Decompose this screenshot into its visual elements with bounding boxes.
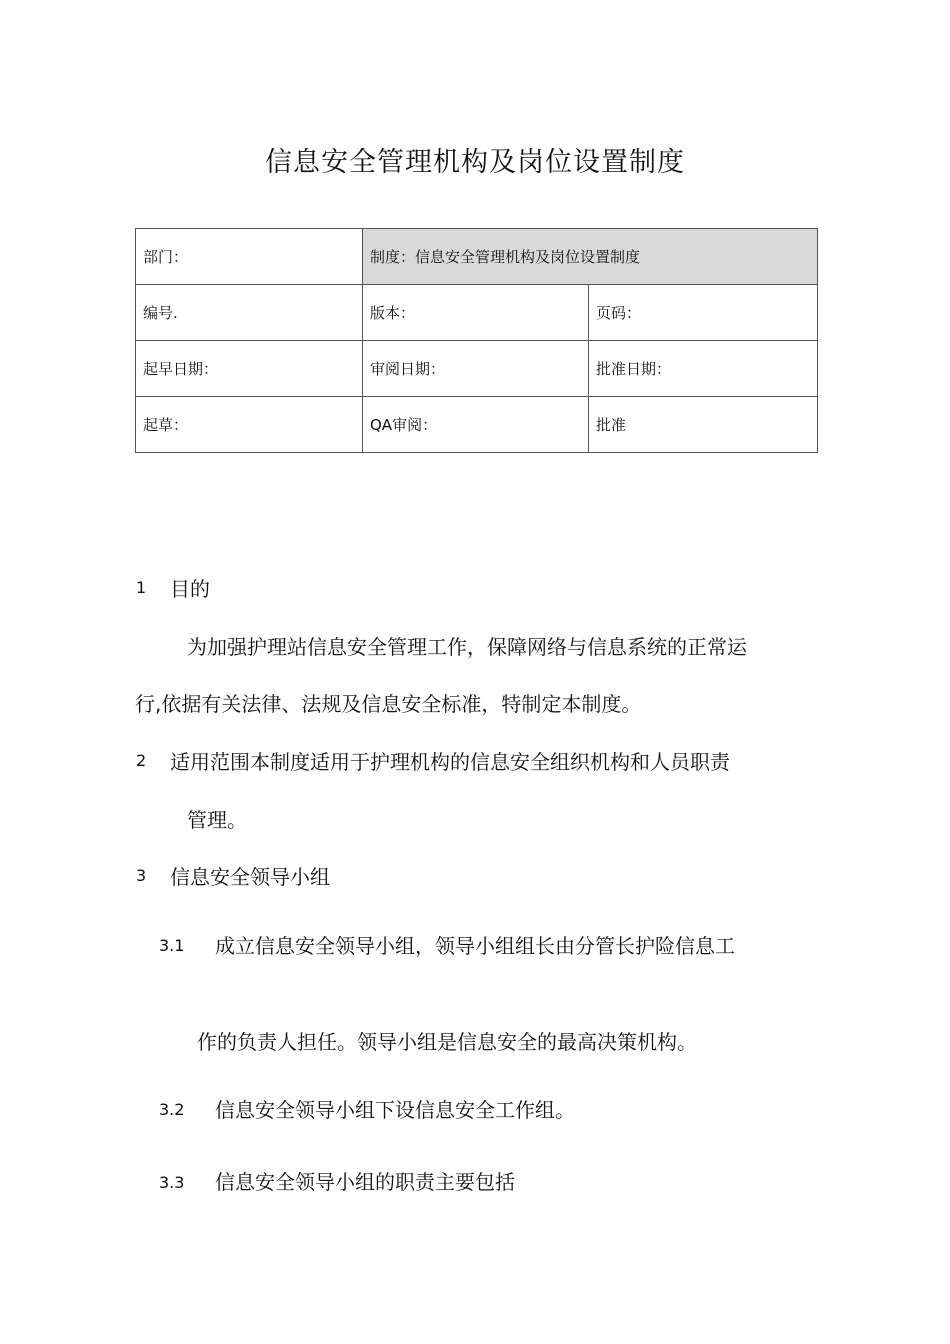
section-1-paragraph-line-2: 行,依据有关法律、法规及信息安全标准，特制定本制度。 — [135, 692, 642, 716]
item-3-1-line-2: 作的负责人担任。领导小组是信息安全的最高决策机构。 — [197, 1030, 697, 1054]
item-3-1-number: 3.1 — [159, 936, 185, 955]
item-3-2-number: 3.2 — [159, 1100, 185, 1119]
policy-name-cell: 制度：信息安全管理机构及岗位设置制度 — [363, 229, 818, 285]
section-2-number: 2 — [136, 751, 147, 770]
section-1-number: 1 — [136, 578, 147, 597]
approver-cell: 批准 — [589, 397, 818, 453]
section-2-paragraph-line-2: 管理。 — [187, 808, 247, 832]
document-number-cell: 编号. — [136, 285, 363, 341]
section-1-paragraph-line-1: 为加强护理站信息安全管理工作，保障网络与信息系统的正常运 — [187, 635, 747, 659]
section-1-heading: 目的 — [170, 577, 210, 601]
table-row — [136, 229, 818, 285]
department-cell: 部门： — [136, 229, 363, 285]
item-3-3-number: 3.3 — [159, 1173, 185, 1192]
header-info-table — [135, 228, 818, 453]
section-3-heading: 信息安全领导小组 — [170, 865, 330, 889]
item-3-3-line-1: 信息安全领导小组的职责主要包括 — [215, 1170, 515, 1194]
item-3-2-line-1: 信息安全领导小组下设信息安全工作组。 — [215, 1098, 575, 1122]
table-row — [136, 397, 818, 453]
item-3-1-line-1: 成立信息安全领导小组，领导小组组长由分管长护险信息工 — [215, 934, 735, 958]
section-2-paragraph-line-1: 适用范围本制度适用于护理机构的信息安全组织机构和人员职责 — [170, 750, 730, 774]
drafter-cell: 起草： — [136, 397, 363, 453]
section-3-number: 3 — [136, 866, 147, 885]
table-row — [136, 285, 818, 341]
approval-date-cell: 批准日期： — [589, 341, 818, 397]
review-date-cell: 审阅日期： — [363, 341, 589, 397]
version-cell: 版本： — [363, 285, 589, 341]
table-row — [136, 341, 818, 397]
document-title: 信息安全管理机构及岗位设置制度 — [265, 147, 685, 178]
draft-date-cell: 起早日期： — [136, 341, 363, 397]
qa-review-cell: QA审阅： — [363, 397, 589, 453]
page-number-cell: 页码： — [589, 285, 818, 341]
